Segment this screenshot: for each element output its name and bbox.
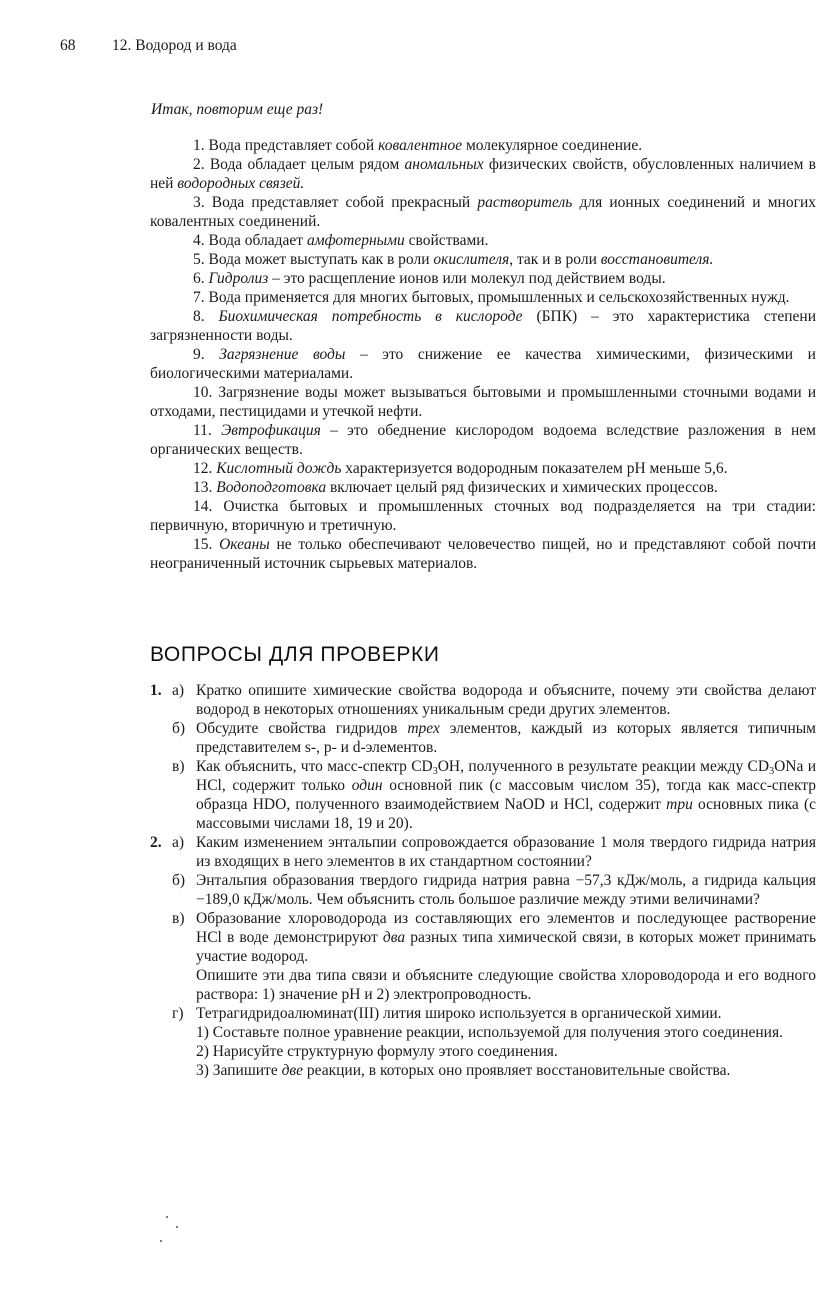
text-run: 1. Вода представляет собой	[193, 137, 379, 154]
text-run: для ионных соединений и многих ковалентных соединений.	[150, 194, 816, 230]
emphasis-text: водородных связей.	[177, 175, 305, 192]
subscript: 3	[769, 766, 775, 777]
emphasis-text: Загрязнение воды	[219, 346, 346, 363]
question-part	[150, 871, 816, 909]
part-text	[196, 871, 816, 909]
recap-title: Итак, повторим еще раз!	[151, 101, 324, 118]
chapter-title: 12. Водород и вода	[112, 37, 237, 54]
summary-item	[150, 307, 816, 345]
question-part	[150, 719, 816, 757]
emphasis-text: Кислотный дождь	[216, 460, 342, 477]
scan-speck	[176, 1226, 178, 1228]
text-run: (БПК) – это характеристика степени загрязненности воды.	[150, 308, 816, 344]
summary-item	[150, 269, 816, 288]
summary-item	[150, 155, 816, 193]
running-header	[60, 37, 237, 55]
text-run: основной пик (с массовым числом 35), тогда как масс-спектр образца HDO, полученного взаимодействием NaOD и HCl, содержит	[196, 777, 816, 813]
text-run: Образование хлороводорода из составляющих его элементов и последующее растворение HCl в воде демонстрируют	[196, 910, 816, 946]
summary-item	[150, 478, 816, 497]
text-run: Тетрагидридоалюминат(III) лития широко используется в органической химии.	[196, 1005, 722, 1022]
emphasis-text: восстановителя.	[600, 251, 714, 268]
part-letter: г)	[172, 1005, 184, 1022]
summary-item	[150, 459, 816, 478]
text-run: – это обеднение кислородом водоема вследствие разложения в нем органических веществ.	[150, 422, 816, 458]
text-run: ONa и HCl, содержит только	[196, 758, 816, 794]
question-part	[150, 1004, 816, 1080]
part-text	[196, 757, 816, 833]
emphasis-text: аномальных	[404, 156, 484, 173]
emphasis-text: Гидролиз	[208, 270, 269, 287]
text-run: физических свойств, обусловленных наличием в ней	[150, 156, 817, 192]
question-part	[150, 909, 816, 1004]
text-run: не только обеспечивают человечество пищей, но и представляют собой почти неограниченный источник сырьевых материалов.	[150, 536, 817, 572]
scan-speck	[166, 1216, 168, 1218]
part-letter: а)	[172, 682, 185, 699]
question-part	[150, 681, 816, 719]
text-run: Кратко опишите химические свойства водорода и объясните, почему эти свойства делают водород в некоторых отношениях уникальным среди других элементов.	[196, 682, 816, 718]
part-text	[196, 1004, 816, 1023]
text-run: Как объяснить, что масс-спектр CD	[196, 758, 433, 775]
question	[150, 681, 816, 833]
summary-item	[150, 345, 816, 383]
scan-speck	[160, 1240, 162, 1242]
text-run: 12.	[193, 460, 217, 477]
part-text	[196, 719, 816, 757]
text-run: 14. Очистка бытовых и промышленных сточных вод подразделяется на три стадии: первичную, вторичную и третичную.	[150, 498, 816, 534]
text-run: 5. Вода может выступать как в роли	[193, 251, 434, 268]
text-run: 1) Составьте полное уравнение реакции, используемой для получения этого соединения.	[196, 1024, 783, 1041]
summary-item	[150, 497, 816, 535]
text-run: Обсудите свойства гидридов	[196, 720, 408, 737]
text-run: свойствами.	[404, 232, 489, 249]
emphasis-text: Водоподготовка	[216, 479, 327, 496]
part-subtask	[196, 966, 816, 1004]
summary-list	[150, 136, 816, 573]
text-run: OH, полученного в результате реакции между CD	[437, 758, 770, 775]
text-run: Энтальпия образования твердого гидрида натрия равна −57,3 кДж/моль, а гидрида кальция −189,0 кДж/моль. Чем объяснить столь большое различие между этими величинами?	[196, 872, 816, 908]
question	[150, 833, 816, 1080]
text-run: включает целый ряд физических и химических процессов.	[326, 479, 718, 496]
section-title: ВОПРОСЫ ДЛЯ ПРОВЕРКИ	[150, 643, 440, 666]
text-run: 6.	[193, 270, 209, 287]
emphasis-text: амфотерными	[306, 232, 405, 249]
summary-item	[150, 383, 816, 421]
part-subtask	[196, 1061, 816, 1080]
part-letter: в)	[172, 758, 185, 775]
emphasis-text: Биохимическая потребность в кислороде	[218, 308, 523, 325]
part-text	[196, 833, 816, 871]
emphasis-text: трех	[407, 720, 440, 737]
summary-item	[150, 421, 816, 459]
part-subtask	[196, 1023, 816, 1042]
text-run: 15.	[193, 536, 220, 553]
summary-item	[150, 136, 816, 155]
emphasis-text: один	[351, 777, 383, 794]
subscript: 3	[432, 766, 438, 777]
question-number: 1.	[150, 682, 162, 699]
summary-item	[150, 535, 816, 573]
questions-list	[150, 681, 816, 1080]
emphasis-text: Океаны	[219, 536, 270, 553]
text-run: 3) Запишите	[196, 1062, 282, 1079]
text-run: 8.	[193, 308, 219, 325]
part-letter: б)	[172, 872, 186, 889]
emphasis-text: два	[382, 929, 406, 946]
text-run: 11.	[193, 422, 222, 439]
text-run: 10. Загрязнение воды может вызываться бытовыми и промышленными сточными водами и отходами, пестицидами и утечкой нефти.	[150, 384, 816, 420]
text-run: 2) Нарисуйте структурную формулу этого соединения.	[196, 1043, 558, 1060]
emphasis-text: две	[281, 1062, 304, 1079]
text-run: 2. Вода обладает целым рядом	[193, 156, 405, 173]
summary-item	[150, 288, 816, 307]
part-letter: б)	[172, 720, 186, 737]
question-part	[150, 833, 816, 871]
text-run: 9.	[193, 346, 220, 363]
page-number: 68	[60, 37, 76, 54]
text-run: характеризуется водородным показателем рН меньше 5,6.	[341, 460, 728, 477]
summary-item	[150, 193, 816, 231]
part-letter: в)	[172, 910, 185, 927]
text-run: разных типа химической связи, в которых может принимать участие водород.	[196, 929, 817, 965]
text-run: Каким изменением энтальпии сопровождается образование 1 моля твердого гидрида натрия из входящих в него элементов в их стандартном состоянии?	[196, 834, 816, 870]
text-run: – это снижение ее качества химическими, физическими и биологическими материалами.	[150, 346, 816, 382]
question-part	[150, 757, 816, 833]
part-subtask	[196, 1042, 816, 1061]
text-run: основных пика (с массовыми числами 18, 19 и 20).	[196, 796, 816, 832]
emphasis-text: три	[666, 796, 693, 813]
summary-item	[150, 231, 816, 250]
text-run: 3. Вода представляет собой прекрасный	[193, 194, 478, 211]
text-run: молекулярное соединение.	[462, 137, 643, 154]
text-run: , так и в роли	[509, 251, 601, 268]
part-letter: а)	[172, 834, 185, 851]
emphasis-text: Эвтрофикация	[221, 422, 321, 439]
text-run: 4. Вода обладает	[193, 232, 307, 249]
text-run: реакции, в которых оно проявляет восстановительные свойства.	[303, 1062, 731, 1079]
text-run: элементов, каждый из которых является типичным представителем s-, p- и d-элементов.	[196, 720, 816, 756]
text-run: 7. Вода применяется для многих бытовых, промышленных и сельскохозяйственных нужд.	[193, 289, 790, 306]
emphasis-text: растворитель	[477, 194, 573, 211]
part-text	[196, 909, 816, 966]
part-text	[196, 681, 816, 719]
text-run: 13.	[193, 479, 217, 496]
emphasis-text: окислителя	[433, 251, 510, 268]
question-number: 2.	[150, 834, 162, 851]
summary-item	[150, 250, 816, 269]
emphasis-text: ковалентное	[378, 137, 463, 154]
text-run: – это расщепление ионов или молекул под действием воды.	[268, 270, 666, 287]
text-run: Опишите эти два типа связи и объясните следующие свойства хлороводорода и его водного раствора: 1) значение рН и 2) электропроводность.	[196, 967, 816, 1003]
